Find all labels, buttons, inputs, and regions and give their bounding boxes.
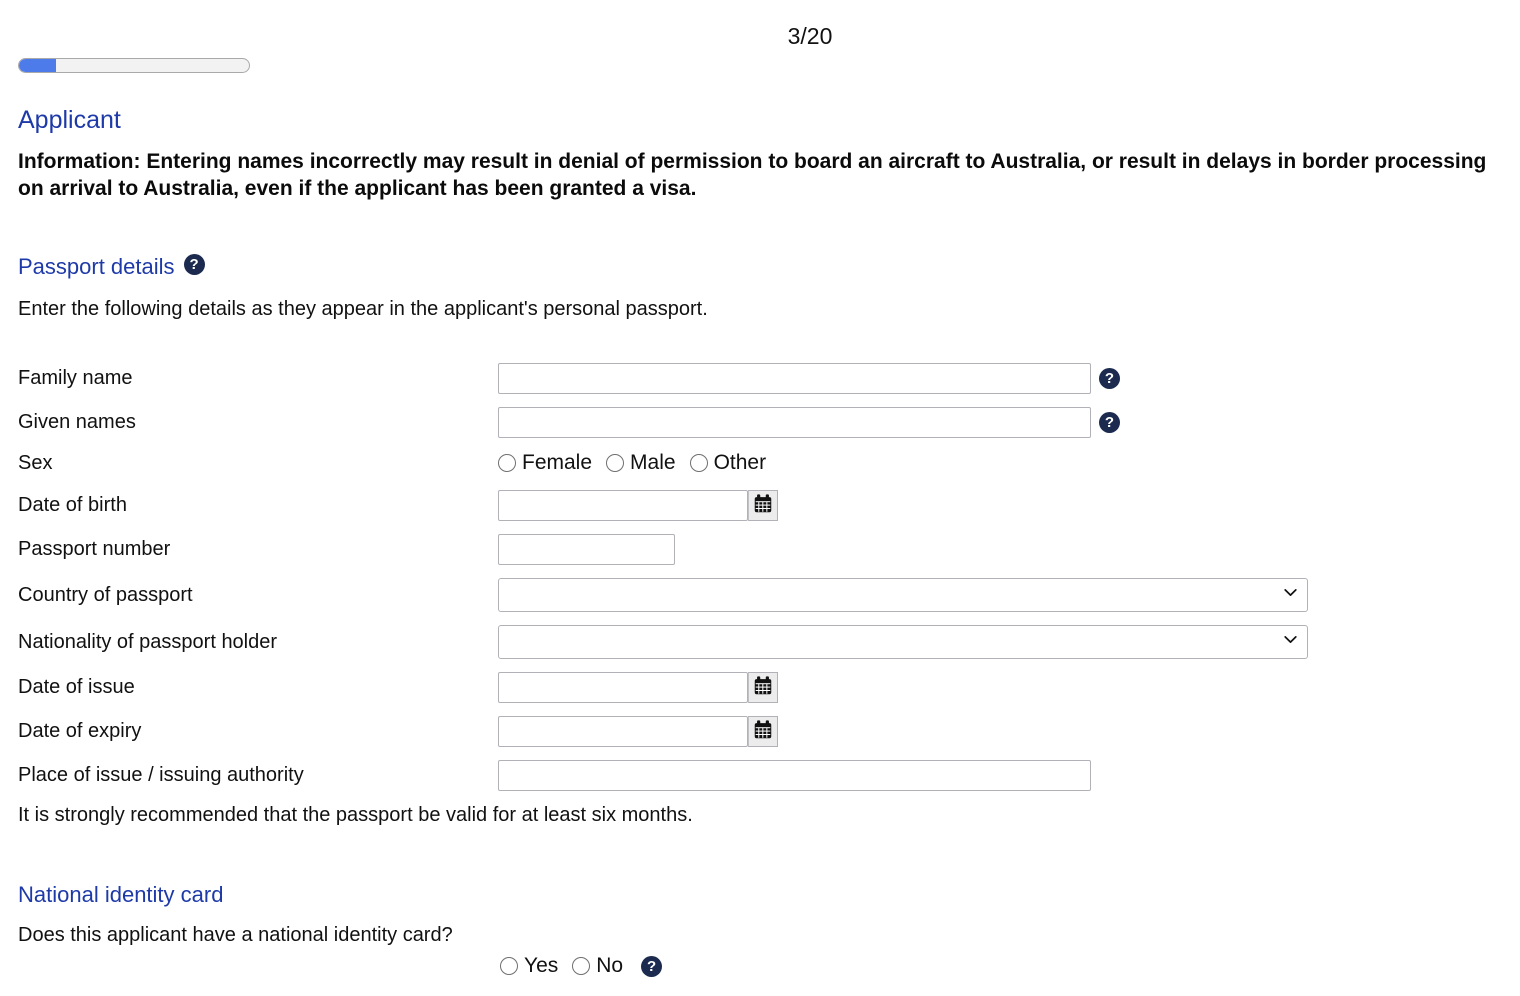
- national-identity-card-help-icon[interactable]: ?: [641, 956, 662, 977]
- given-names-label: Given names: [18, 411, 136, 434]
- female-radio-label: Female: [522, 451, 593, 475]
- passport-details-instruction: Enter the following details as they appear in the applicant's personal passport.: [18, 298, 708, 321]
- country-of-passport-row: [18, 578, 1502, 612]
- date-of-issue-input[interactable]: [498, 672, 748, 703]
- passport-number-input[interactable]: [498, 534, 675, 565]
- passport-details-form: [18, 363, 1502, 791]
- date-of-expiry-input[interactable]: [498, 716, 748, 747]
- date-of-issue-label: Date of issue: [18, 676, 135, 699]
- sex-label: Sex: [18, 451, 53, 474]
- applicant-heading: Applicant: [18, 106, 121, 134]
- step-indicator: 3/20: [787, 23, 833, 49]
- country-of-passport-label: Country of passport: [18, 583, 193, 606]
- sex-row: [18, 451, 1502, 475]
- passport-details-help-icon[interactable]: ?: [184, 254, 205, 275]
- sex-option-female: [498, 451, 592, 475]
- given-names-input[interactable]: [498, 407, 1091, 438]
- place-of-issue-row: [18, 760, 1502, 791]
- family-name-input[interactable]: [498, 363, 1091, 394]
- country-of-passport-select[interactable]: [498, 578, 1308, 612]
- male-radio[interactable]: [606, 454, 624, 472]
- chevron-down-icon: [1282, 631, 1299, 653]
- passport-number-label: Passport number: [18, 538, 171, 561]
- yes-radio[interactable]: [500, 957, 518, 975]
- info-text: Information: Entering names incorrectly may result in denial of permission to board an aircraft to Australia, or result in delays in border processing on arrival to Australia, even if the applicant has been granted a visa.: [18, 150, 1487, 200]
- date-of-expiry-label: Date of expiry: [18, 720, 142, 743]
- date-of-birth-input[interactable]: [498, 490, 748, 521]
- place-of-issue-input[interactable]: [498, 760, 1091, 791]
- passport-validity-note: It is strongly recommended that the passport be valid for at least six months.: [18, 804, 693, 827]
- given-names-help-icon[interactable]: ?: [1099, 412, 1120, 433]
- nationality-select[interactable]: [498, 625, 1308, 659]
- family-name-row: [18, 363, 1502, 394]
- date-of-birth-row: [18, 490, 1502, 521]
- progress-bar: [18, 58, 250, 73]
- passport-details-header: [18, 254, 1502, 280]
- passport-number-row: [18, 534, 1502, 565]
- calendar-icon: [752, 675, 774, 700]
- date-of-birth-calendar-button[interactable]: [748, 490, 778, 521]
- place-of-issue-label: Place of issue / issuing authority: [18, 764, 304, 787]
- progress-bar-fill: [19, 59, 56, 72]
- national-identity-card-heading: National identity card: [18, 882, 224, 908]
- calendar-icon: [752, 493, 774, 518]
- no-radio-label: No: [596, 954, 624, 978]
- national-identity-card-options: [500, 954, 1502, 978]
- nic-option-no: [572, 954, 623, 978]
- other-radio[interactable]: [690, 454, 708, 472]
- national-identity-card-question: Does this applicant have a national identity card?: [18, 924, 453, 947]
- nationality-label: Nationality of passport holder: [18, 630, 278, 653]
- sex-option-male: [606, 451, 676, 475]
- family-name-help-icon[interactable]: ?: [1099, 368, 1120, 389]
- passport-details-heading: Passport details: [18, 254, 175, 280]
- given-names-row: [18, 407, 1502, 438]
- nic-option-yes: [500, 954, 558, 978]
- sex-radio-group: [498, 451, 1502, 475]
- sex-option-other: [690, 451, 767, 475]
- national-identity-card-header: [18, 882, 1502, 908]
- other-radio-label: Other: [713, 451, 767, 475]
- date-of-issue-calendar-button[interactable]: [748, 672, 778, 703]
- female-radio[interactable]: [498, 454, 516, 472]
- date-of-issue-row: [18, 672, 1502, 703]
- family-name-label: Family name: [18, 367, 133, 390]
- date-of-expiry-calendar-button[interactable]: [748, 716, 778, 747]
- yes-radio-label: Yes: [524, 954, 559, 978]
- date-of-birth-label: Date of birth: [18, 494, 127, 517]
- nationality-row: [18, 625, 1502, 659]
- no-radio[interactable]: [572, 957, 590, 975]
- calendar-icon: [752, 719, 774, 744]
- chevron-down-icon: [1282, 584, 1299, 606]
- male-radio-label: Male: [630, 451, 676, 475]
- date-of-expiry-row: [18, 716, 1502, 747]
